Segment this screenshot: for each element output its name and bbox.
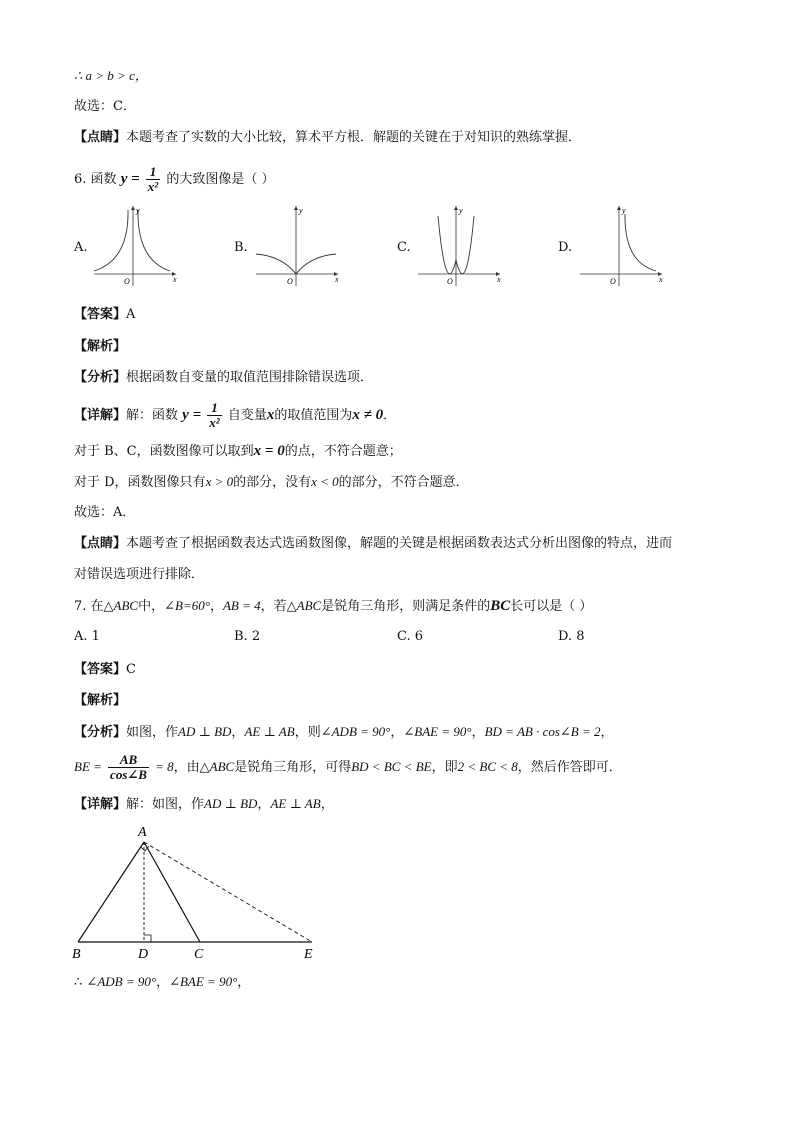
q6-choose: 故选：A． — [74, 505, 136, 520]
option-c-graph — [414, 202, 506, 288]
q6-d: 对于 D，函数图像只有x > 0的部分，没有x < 0的部分，不符合题意． — [74, 474, 469, 490]
segment-ae — [144, 842, 312, 942]
q7-therefore: ∴ ∠ADB = 90°，∠BAE = 90°， — [74, 974, 251, 990]
axis-y-label: y — [136, 206, 140, 215]
option-b-graph — [252, 202, 344, 288]
q6-bc: 对于 B、C，函数图像可以取到x = 0的点，不符合题意； — [74, 443, 402, 459]
fraction-1-over-x2: $\frac{1}{\text{x²}}$ — [147, 164, 159, 194]
svg-text:x: x — [497, 275, 501, 284]
q6-analysis-tag: 【解析】 — [74, 339, 127, 354]
question-7: 7. 在△ABC中，∠B=60°，AB = 4，若△ABC是锐角三角形，则满足条件的BC长可以是（ ） — [74, 598, 593, 614]
svg-text:x: x — [659, 275, 663, 284]
q6-fenxi: 【分析】根据函数自变量的取值范围排除错误选项． — [74, 370, 374, 385]
q7-option-c: C. 6 — [397, 629, 424, 644]
question-6: 6. 函数 y = $\frac{1}{\text{x²}}$ 的大致图像是（ ） — [74, 164, 275, 194]
label-a: A — [138, 825, 147, 840]
q7-option-d: D. 8 — [558, 629, 585, 644]
q7-option-a: A. 1 — [74, 629, 100, 644]
segment-ab — [78, 842, 144, 942]
right-angle-d — [144, 935, 151, 942]
label-c: C — [194, 947, 204, 962]
option-d-label: D. — [558, 240, 573, 255]
label-d: D — [138, 947, 149, 962]
line-choose-c: 故选：C． — [74, 99, 136, 114]
svg-text:y: y — [459, 206, 463, 215]
q6-answer: 【答案】A — [74, 307, 136, 322]
q7-analysis-tag: 【解析】 — [74, 693, 127, 708]
label-b: B — [72, 947, 81, 962]
svg-text:O: O — [447, 277, 453, 286]
q7-answer: 【答案】C — [74, 662, 136, 677]
q7-option-b: B. 2 — [234, 629, 261, 644]
segment-ac — [144, 842, 200, 942]
svg-text:x: x — [335, 275, 339, 284]
line-dianjing-1: 【点睛】本题考查了实数的大小比较，算术平方根．解题的关键在于对知识的熟练掌握． — [74, 130, 582, 145]
q7-fenxi-1: 【分析】如图，作AD ⊥ BD，AE ⊥ AB，则∠ADB = 90°，∠BAE = 90°，BD = AB · cos∠B = 2， — [74, 724, 614, 740]
option-a-label: A. — [74, 240, 88, 255]
axis-x-label: x — [173, 275, 177, 284]
svg-text:O: O — [610, 277, 616, 286]
svg-text:y: y — [299, 206, 303, 215]
svg-text:O: O — [287, 277, 293, 286]
q7-triangle-figure — [68, 822, 328, 966]
label-e: E — [304, 947, 313, 962]
svg-text:y: y — [622, 206, 626, 215]
q7-fenxi-2: BE = $\frac{AB}{\cos\angle B}$ = 8，由△ABC是锐角三角形，可得BD < BC < BE，即2 < BC < 8，然后作答即可． — [74, 752, 622, 782]
option-a-graph — [90, 202, 182, 288]
option-c-label: C. — [397, 240, 411, 255]
option-b-label: B. — [234, 240, 248, 255]
q6-dianjing-1: 【点睛】本题考查了根据函数表达式选函数图像，解题的关键是根据函数表达式分析出图像的特点，进而 — [74, 536, 673, 551]
q6-dianjing-2: 对错误选项进行排除． — [74, 567, 205, 582]
origin-label: O — [124, 277, 130, 286]
q6-xiangjie: 【详解】解：函数 y = $\frac{1}{\text{x²}}$ 自变量x的取值范围为x ≠ 0． — [74, 400, 397, 430]
option-d-graph — [576, 202, 668, 288]
line-conclusion: ∴ a > b > c， — [74, 68, 148, 83]
q7-xiangjie: 【详解】解：如图，作AD ⊥ BD，AE ⊥ AB， — [74, 796, 334, 812]
